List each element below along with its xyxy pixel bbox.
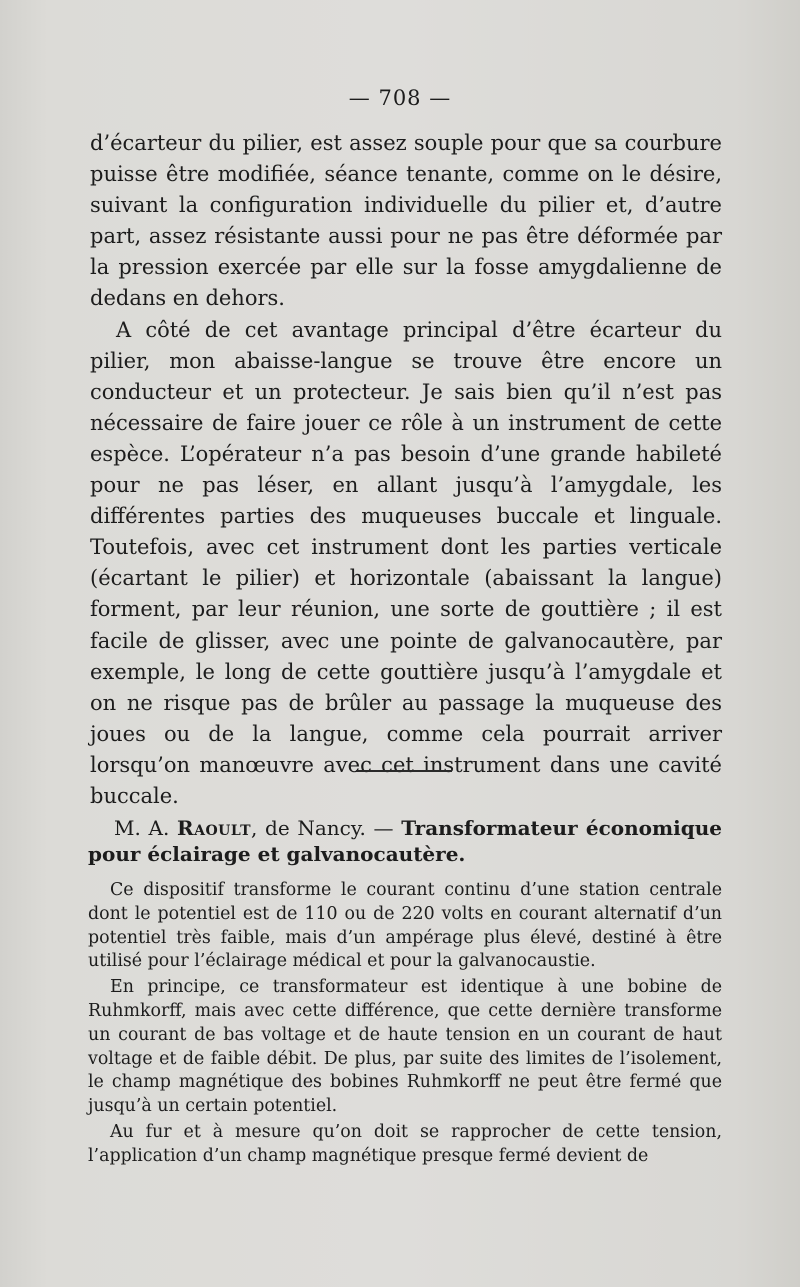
section-paragraph: Au fur et à mesure qu’on doit se rapprocher de cette tension, l’application d’un champ magnétique presque fermé devient de	[88, 1121, 722, 1166]
main-text-block	[90, 128, 722, 812]
author-initials: M. A.	[114, 816, 170, 840]
section-body	[88, 879, 722, 1169]
paragraph-continuation: d’écarteur du pilier, est assez souple pour que sa courbure puisse être modifiée, séance tenante, comme on le désire, suivant la configuration individuelle du pilier et, d’autre part, assez résistante aussi pour ne pas être déformée par la pression exercée par elle sur la fosse amygdalienne de dedans en dehors.	[90, 131, 722, 311]
author-origin: , de Nancy. —	[251, 816, 394, 840]
paragraph-abaisse-langue: A côté de cet avantage principal d’être écarteur du pilier, mon abaisse-langue se trouve être encore un conducteur et un protecteur. Je sais bien qu’il n’est pas nécessaire de faire jouer ce rôle à un instrument de cette espèce. L’opérateur n’a pas besoin d’une grande habileté pour ne pas léser, en allant jusqu’à l’amygdale, les différentes parties des muqueuses buccale et linguale. Toutefois, avec cet instrument dont les parties verticale (écartant le pilier) et horizontale (abaissant la langue) forment, par leur réunion, une sorte de gouttière ; il est facile de glisser, avec une pointe de galvanocautère, par exemple, le long de cette gouttière jusqu’à l’amygdale et on ne risque pas de brûler au passage la muqueuse des joues ou de la langue, comme cela pourrait arriver lorsqu’on manœuvre avec cet instrument dans une cavité buccale.	[90, 317, 722, 808]
page-number: — 708 —	[348, 86, 452, 110]
article-section	[88, 815, 722, 1171]
section-paragraph: En principe, ce transformateur est identique à une bobine de Ruhmkorff, mais avec cette différence, que cette dernière transforme un courant de bas voltage et de haute tension en un courant de haut voltage et de faible débit. De plus, par suite des limites de l’isolement, le champ magnétique des bobines Ruhmkorff ne peut être fermé que jusqu’à un certain potentiel.	[88, 977, 722, 1117]
section-heading	[88, 815, 722, 867]
section-paragraph: Ce dispositif transforme le courant continu d’une station centrale dont le potentiel est de 110 ou de 220 volts en courant alternatif d’un potentiel très faible, mais d’un ampérage plus élevé, destiné à être utilisé pour l’éclairage médical et pour la galvanocaustie.	[88, 880, 722, 972]
section-title: Transformateur économique pour éclairage et galvanocautère.	[88, 816, 723, 866]
author-name: Raoult	[177, 816, 252, 840]
section-separator	[356, 770, 452, 772]
